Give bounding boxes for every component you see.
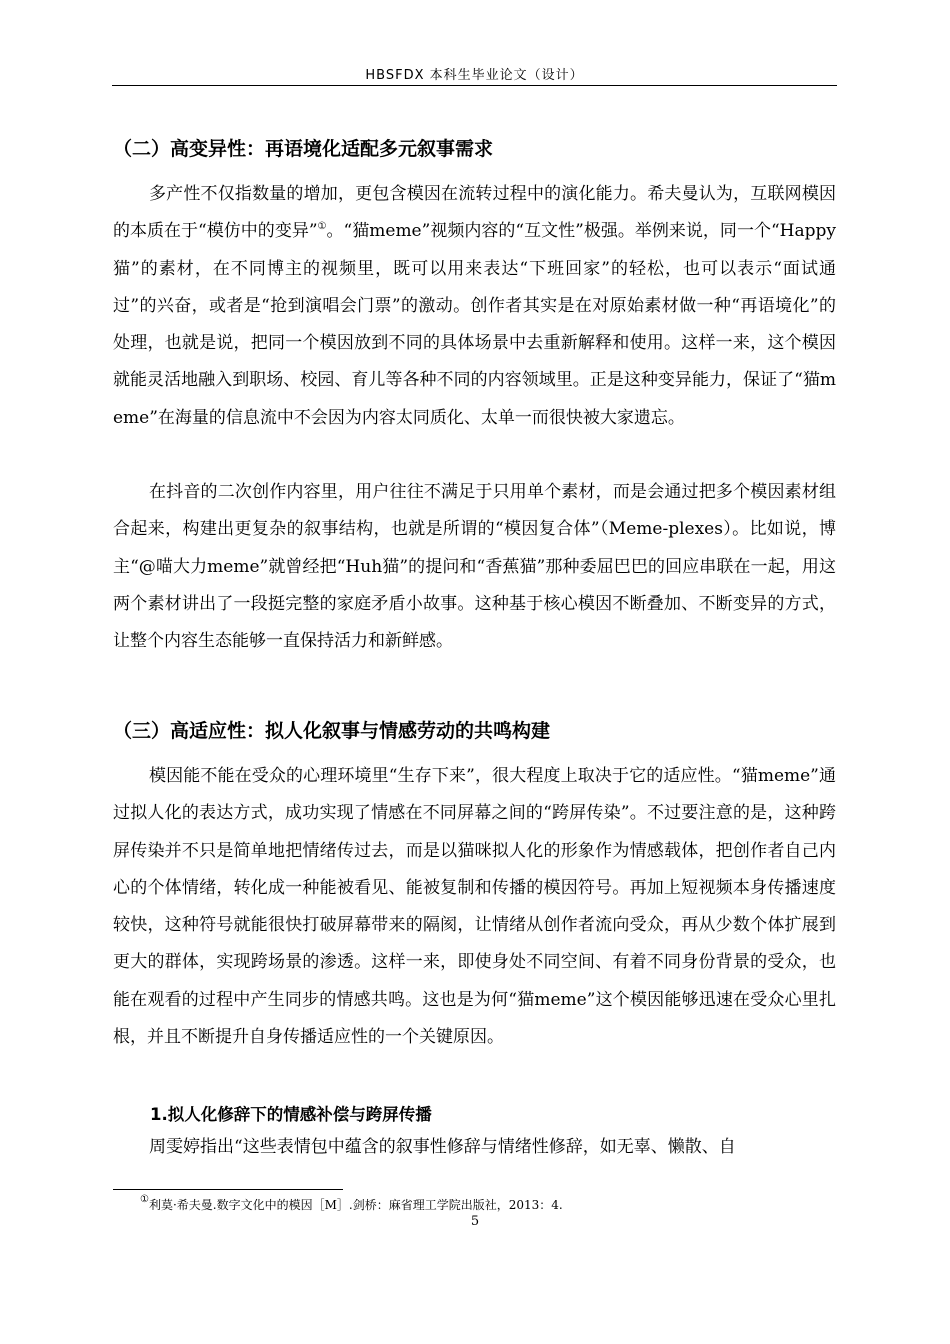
paragraph-adaptability-1: 模因能不能在受众的心理环境里“生存下来”，很大程度上取决于它的适应性。“猫meme”通过拟人化的表达方式，成功实现了情感在不同屏幕之间的“跨屏传染”。不过要注意的是，这种跨屏传染并不只是简单地把情绪传过去，而是以猫咪拟人化的形象作为情感载体，把创作者自己内心的个体情绪，转化成一种能被看见、能被复制和传播的模因符号。再加上短视频本身传播速度较快，这种符号就能很快打破屏幕带来的隔阂，让情绪从创作者流向受众，再从少数个体扩展到更大的群体，实现跨场景的渗透。这样一来，即使身处不同空间、有着不同身份背景的受众，也能在观看的过程中产生同步的情感共鸣。这也是为何“猫meme”这个模因能够迅速在受众心里扎根，并且不断提升自身传播适应性的一个关键原因。 — [113, 766, 836, 1048]
paragraph-variability-2: 在抖音的二次创作内容里，用户往往不满足于只用单个素材，而是会通过把多个模因素材组合起来，构建出更复杂的叙事结构，也就是所谓的“模因复合体”（Meme-plexes）。比如说，博主“@喵大力meme”就曾经把“Huh猫”的提问和“香蕉猫”那种委屈巴巴的回应串联在一起，用这两个素材讲出了一段挺完整的家庭矛盾小故事。这种基于核心模因不断叠加、不断变异的方式，让整个内容生态能够一直保持活力和新鲜感。 — [113, 482, 836, 652]
paragraph-text: 。“猫meme”视频内容的“互文性”极强。举例来说，同一个“Happy猫”的素材，在不同博主的视频里，既可以用来表达“下班回家”的轻松，也可以表示“面试通过”的兴奋，或者是“抢到演唱会门票”的激动。创作者其实是在对原始素材做一种“再语境化”的处理，也就是说，把同一个模因放到不同的具体场景中去重新解释和使用。这样一来，这个模因就能灵活地融入到职场、校园、育儿等各种不同的内容领域里。正是这种变异能力，保证了“猫meme”在海量的信息流中不会因为内容太同质化、太单一而很快被大家遗忘。 — [113, 221, 836, 428]
footnote-text: 利莫·希夫曼.数字文化中的模因［M］.剑桥：麻省理工学院出版社，2013：4. — [148, 1198, 563, 1212]
header-divider — [112, 85, 837, 86]
paragraph-variability-1 — [113, 176, 836, 437]
footnote-divider — [113, 1189, 343, 1190]
footnote-marker: ① — [140, 1194, 149, 1205]
page-number: 5 — [470, 1214, 480, 1229]
section-heading-2: （二）高变异性：再语境化适配多元叙事需求 — [113, 138, 494, 160]
paragraph-adaptability-2: 周雯婷指出“这些表情包中蕴含的叙事性修辞与情绪性修辞，如无辜、懒散、自 — [149, 1137, 736, 1157]
section-heading-3: （三）高适应性：拟人化叙事与情感劳动的共鸣构建 — [113, 720, 551, 742]
footnote — [140, 1196, 563, 1213]
footnote-reference[interactable]: ① — [317, 221, 327, 233]
paragraph-text: 多产性不仅指数量的增加，更包含模因在流转过程中的演化能力。希夫曼认为，互联网模因的本质在于“模仿中的变异” — [113, 184, 836, 242]
sub-heading-1: 1.拟人化修辞下的情感补偿与跨屏传播 — [150, 1105, 432, 1124]
running-header: HBSFDX 本科生毕业论文（设计） — [365, 68, 584, 83]
